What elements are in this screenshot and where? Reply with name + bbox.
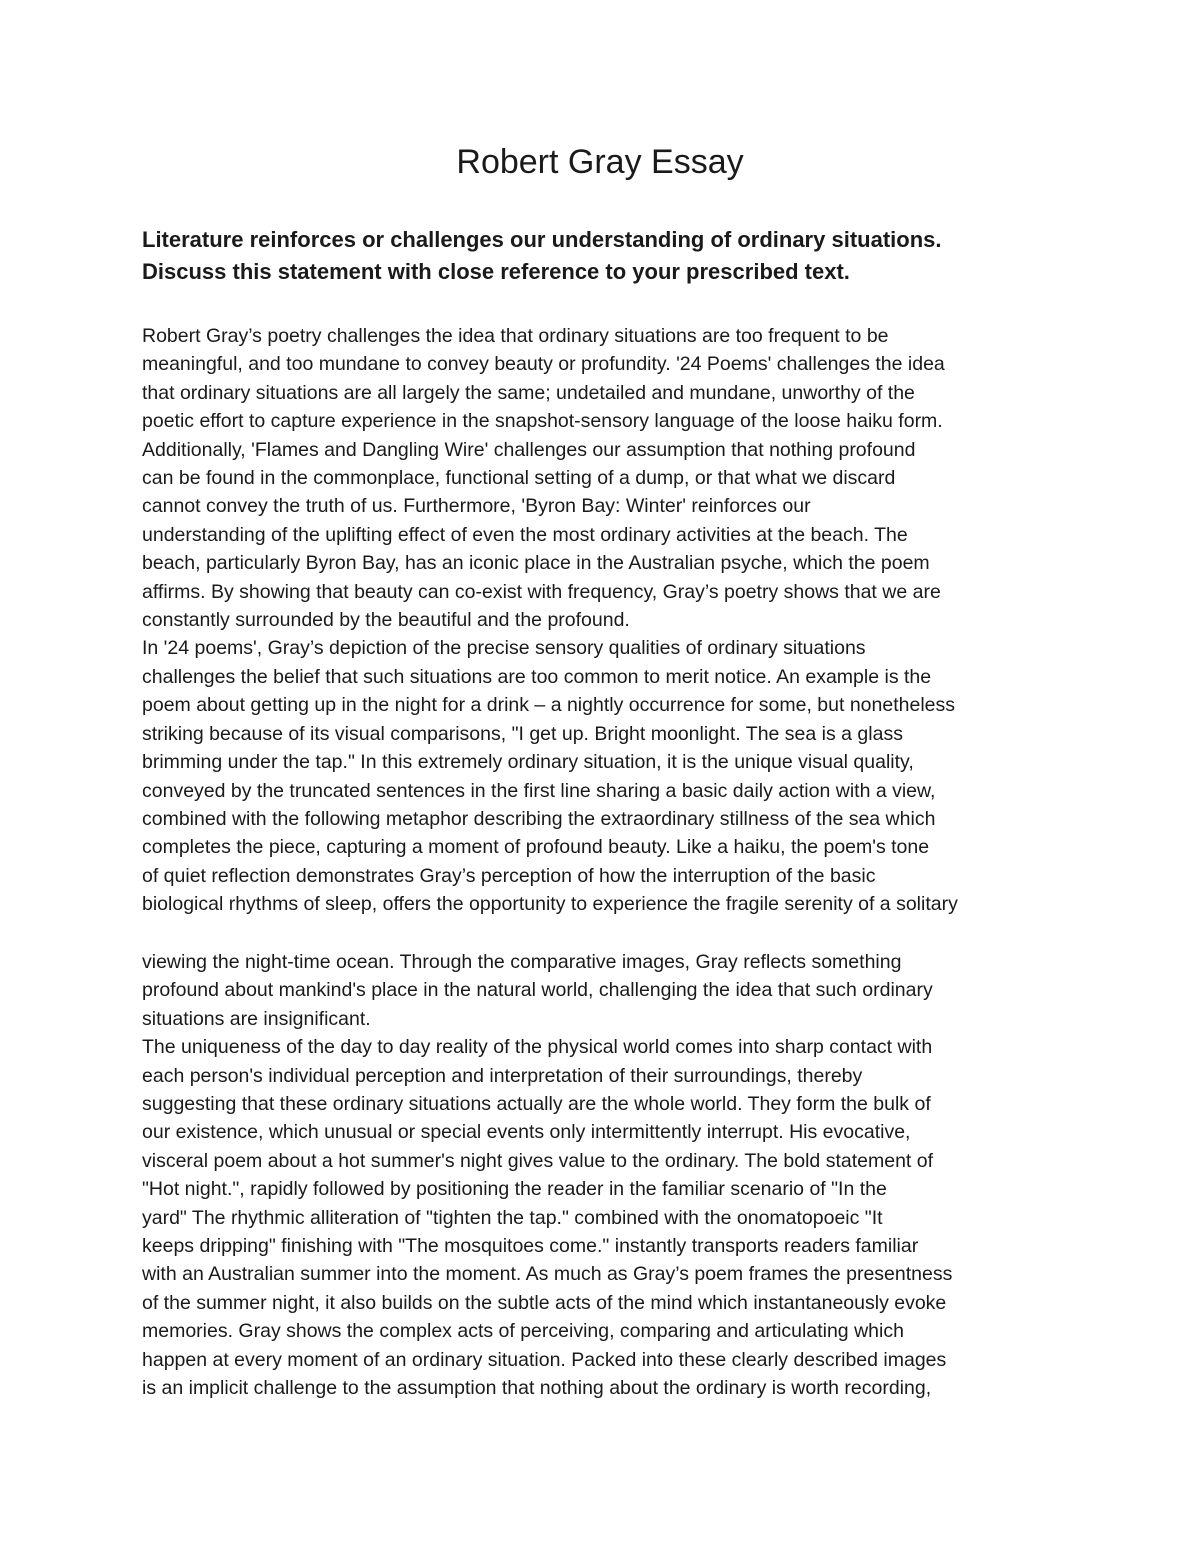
body-line: visceral poem about a hot summer's night gives value to the ordinary. The bold statement of [142, 1149, 934, 1172]
body-line: poetic effort to capture experience in the snapshot-sensory language of the loose haiku form. [142, 410, 943, 433]
body-line: each person's individual perception and interpretation of their surroundings, thereby [142, 1064, 863, 1087]
body-line: biological rhythms of sleep, offers the opportunity to experience the fragile serenity of a solitary [142, 893, 958, 916]
body-line: Additionally, 'Flames and Dangling Wire' challenges our assumption that nothing profound [142, 438, 916, 461]
body-line: "Hot night.", rapidly followed by positioning the reader in the familiar scenario of "In the [142, 1178, 887, 1201]
body-line: In '24 poems', Gray’s depiction of the precise sensory qualities of ordinary situations [142, 637, 866, 660]
body-line: profound about mankind's place in the natural world, challenging the idea that such ordinary [142, 979, 933, 1002]
body-line: The uniqueness of the day to day reality of the physical world comes into sharp contact with [142, 1036, 933, 1059]
body-line: striking because of its visual comparisons, "I get up. Bright moonlight. The sea is a glass [142, 722, 903, 745]
body-line: constantly surrounded by the beautiful and the profound. [142, 609, 630, 632]
body-line: completes the piece, capturing a moment of profound beauty. Like a haiku, the poem's tone [142, 836, 930, 859]
body-line: brimming under the tap." In this extremely ordinary situation, it is the unique visual quality, [142, 751, 914, 774]
body-line: poem about getting up in the night for a drink – a nightly occurrence for some, but nonetheless [142, 694, 956, 717]
body-line: can be found in the commonplace, functional setting of a dump, or that what we discard [142, 467, 896, 490]
body-line: Robert Gray’s poetry challenges the idea that ordinary situations are too frequent to be [142, 325, 889, 347]
body-line: viewing the night-time ocean. Through the comparative images, Gray reflects something [142, 951, 902, 973]
body-line: memories. Gray shows the complex acts of perceiving, comparing and articulating which [142, 1320, 904, 1343]
body-line: happen at every moment of an ordinary situation. Packed into these clearly described images [142, 1348, 947, 1371]
body-line: suggesting that these ordinary situations actually are the whole world. They form the bulk of [142, 1093, 931, 1116]
body-line: our existence, which unusual or special events only intermittently interrupt. His evocative, [142, 1121, 911, 1144]
body-line: beach, particularly Byron Bay, has an iconic place in the Australian psyche, which the poem [142, 552, 930, 575]
body-line: conveyed by the truncated sentences in the first line sharing a basic daily action with a view, [142, 779, 936, 802]
body-line: keeps dripping" finishing with "The mosquitoes come." instantly transports readers familiar [142, 1235, 919, 1258]
body-line: of the summer night, it also builds on the subtle acts of the mind which instantaneously evoke [142, 1291, 947, 1314]
essay-body-block-2 [142, 948, 1062, 1403]
essay-body-block-1 [142, 322, 1062, 919]
body-line: of quiet reflection demonstrates Gray’s perception of how the interruption of the basic [142, 864, 876, 887]
body-line: yard" The rhythmic alliteration of "tighten the tap." combined with the onomatopoeic "It [142, 1206, 883, 1229]
body-line: situations are insignificant. [142, 1007, 371, 1030]
body-line: understanding of the uplifting effect of even the most ordinary activities at the beach. The [142, 523, 908, 546]
body-line: combined with the following metaphor describing the extraordinary stillness of the sea which [142, 807, 936, 830]
body-line: meaningful, and too mundane to convey beauty or profundity. '24 Poems' challenges the idea [142, 353, 945, 376]
body-line: with an Australian summer into the moment. As much as Gray’s poem frames the presentness [142, 1263, 953, 1286]
prompt-line: Literature reinforces or challenges our understanding of ordinary situations. [142, 227, 942, 252]
essay-prompt [142, 224, 1062, 288]
page-title: Robert Gray Essay [456, 143, 744, 181]
body-line: is an implicit challenge to the assumption that nothing about the ordinary is worth recording, [142, 1377, 932, 1400]
body-line: cannot convey the truth of us. Furthermore, 'Byron Bay: Winter' reinforces our [142, 495, 811, 518]
prompt-line: Discuss this statement with close reference to your prescribed text. [142, 259, 850, 284]
body-line: challenges the belief that such situations are too common to merit notice. An example is the [142, 665, 932, 688]
body-line: that ordinary situations are all largely the same; undetailed and mundane, unworthy of the [142, 381, 915, 404]
body-line: affirms. By showing that beauty can co-exist with frequency, Gray’s poetry shows that we are [142, 580, 941, 603]
